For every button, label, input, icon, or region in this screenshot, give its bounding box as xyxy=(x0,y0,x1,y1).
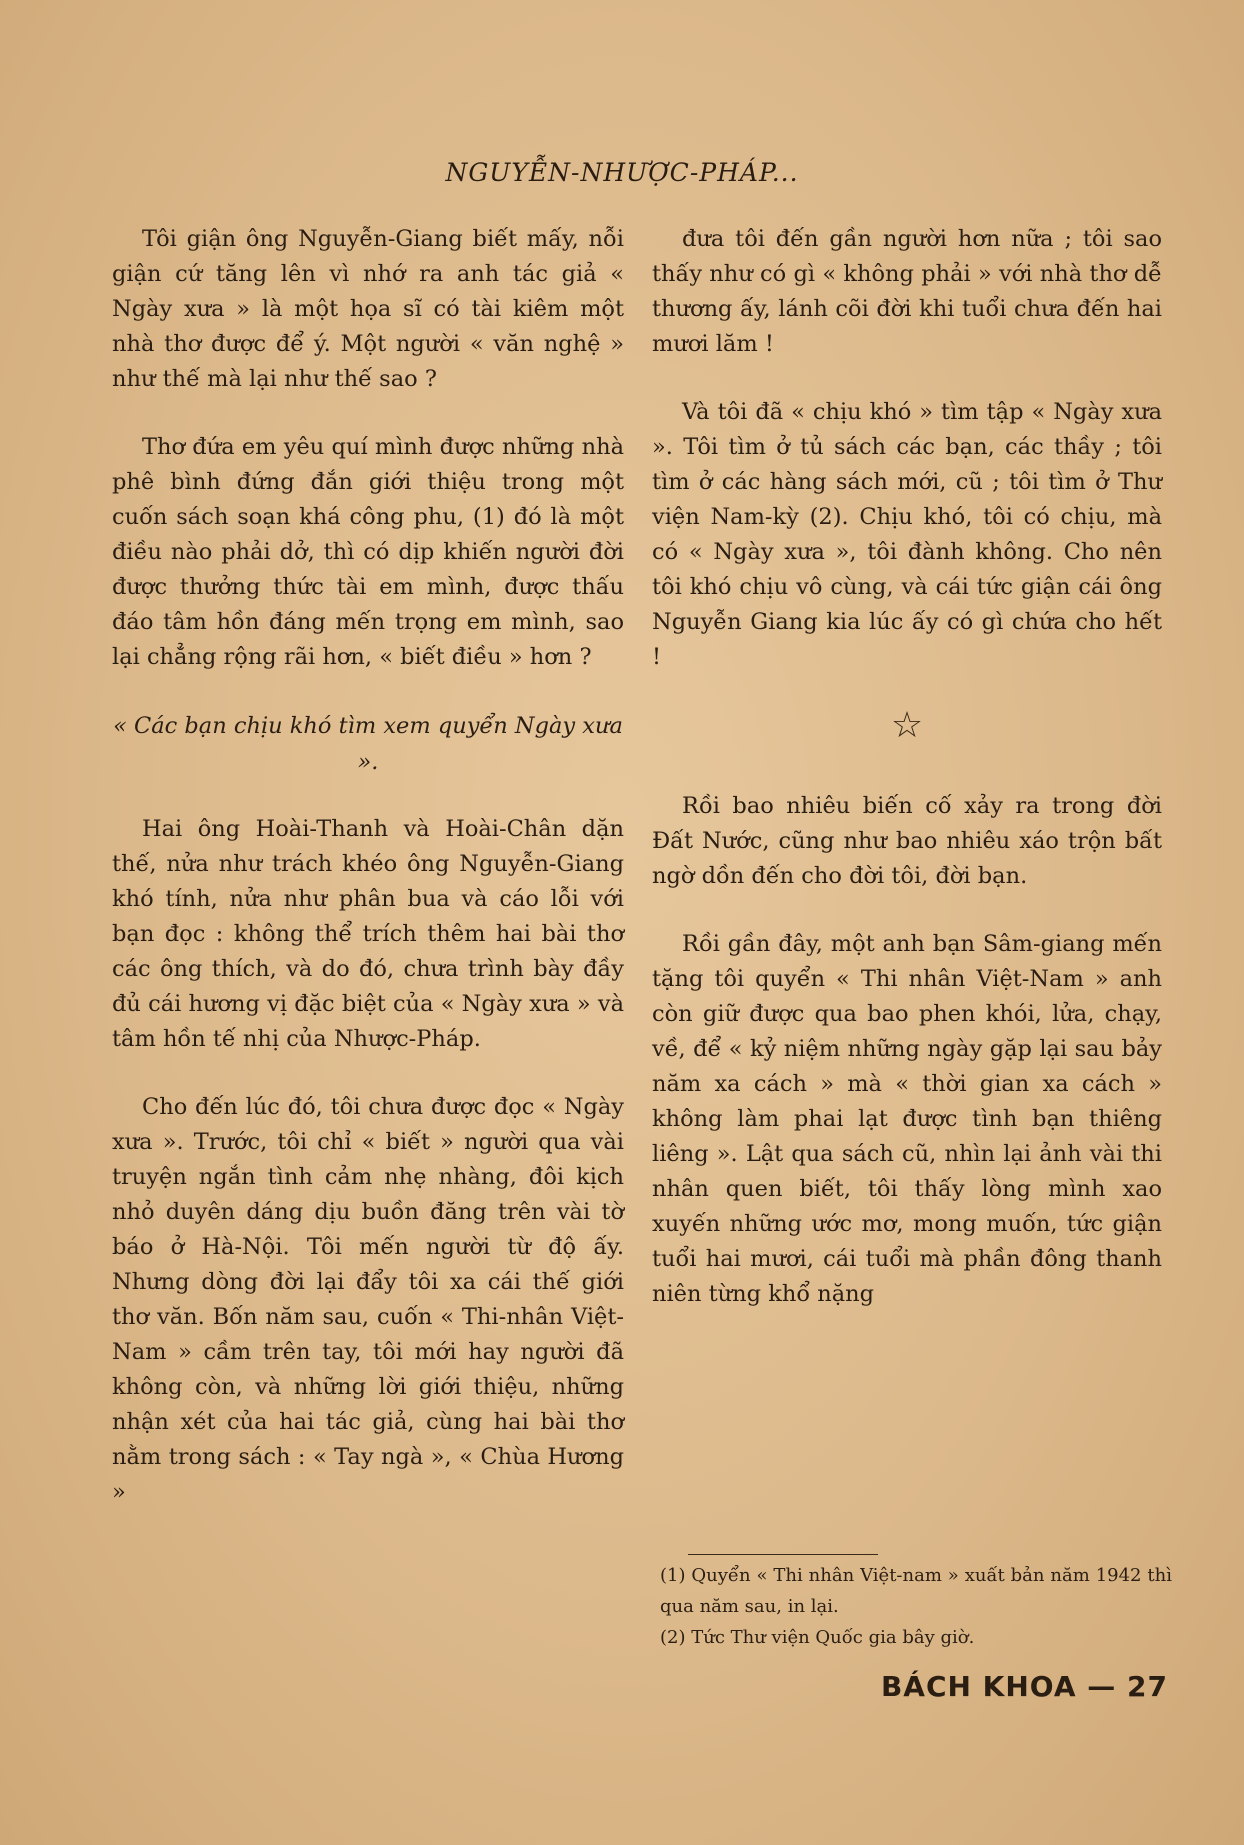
paragraph: Thơ đứa em yêu quí mình được những nhà phê bình đứng đắn giới thiệu trong một cuốn sách soạn khá công phu, (1) đó là một điều nào phải dở, thì có dịp khiến người đời được thưởng thức tài em mình, được thấu đáo tâm hồn đáng mến trọng em mình, sao lại chẳng rộng rãi hơn, « biết điều » hơn ? xyxy=(112,434,624,670)
footnote-1: (1) Quyển « Thi nhân Việt-nam » xuất bản năm 1942 thì qua năm sau, in lại. xyxy=(660,1565,1172,1617)
paragraph: Tôi giận ông Nguyễn-Giang biết mấy, nỗi giận cứ tăng lên vì nhớ ra anh tác giả « Ngày xưa » là một họa sĩ có tài kiêm một nhà thơ được để ý. Một người « văn nghệ » như thế mà lại như thế sao ? xyxy=(112,226,624,392)
running-header: NGUYỄN-NHƯỢC-PHÁP... xyxy=(445,158,799,187)
footnotes xyxy=(660,1560,1172,1653)
paragraph: đưa tôi đến gần người hơn nữa ; tôi sao thấy như có gì « không phải » với nhà thơ dễ thương ấy, lánh cõi đời khi tuổi chưa đến hai mươi lăm ! xyxy=(652,226,1162,357)
footnote-2: (2) Tức Thư viện Quốc gia bây giờ. xyxy=(660,1627,975,1648)
quote: « Các bạn chịu khó tìm xem quyển Ngày xưa ». xyxy=(113,713,623,775)
footnote-rule xyxy=(688,1554,878,1555)
paragraph: Rồi gần đây, một anh bạn Sâm-giang mến tặng tôi quyển « Thi nhân Việt-Nam » anh còn giữ được qua bao phen khói, lửa, chạy, về, để « kỷ niệm những ngày gặp lại sau bảy năm xa cách » mà « thời gian xa cách » không làm phai lạt được tình bạn thiêng liêng ». Lật qua sách cũ, nhìn lại ảnh vài thi nhân quen biết, tôi thấy lòng mình xao xuyến những ước mơ, mong muốn, tức giận tuổi hai mươi, cái tuổi mà phần đông thanh niên từng khổ nặng xyxy=(652,931,1162,1307)
paragraph: Rồi bao nhiêu biến cố xảy ra trong đời Đất Nước, cũng như bao nhiêu xáo trộn bất ngờ dồn đến cho đời tôi, đời bạn. xyxy=(652,793,1162,889)
paragraph: Và tôi đã « chịu khó » tìm tập « Ngày xưa ». Tôi tìm ở tủ sách các bạn, các thầy ; tôi tìm ở các hàng sách mới, cũ ; tôi tìm ở Thư viện Nam-kỳ (2). Chịu khó, tôi có chịu, mà có « Ngày xưa », tôi đành không. Cho nên tôi khó chịu vô cùng, và cái tức giận cái ông Nguyễn Giang kia lúc ấy có gì chứa cho hết ! xyxy=(652,399,1162,670)
left-column xyxy=(112,222,624,1543)
paragraph: Hai ông Hoài-Thanh và Hoài-Chân dặn thế, nửa như trách khéo ông Nguyễn-Giang khó tính, nửa như phân bua và cáo lỗi với bạn đọc : không thể trích thêm hai bài thơ các ông thích, và do đó, chưa trình bày đầy đủ cái hương vị đặc biệt của « Ngày xưa » và tâm hồn tế nhị của Nhược-Pháp. xyxy=(112,816,624,1052)
star-separator-icon: ☆ xyxy=(890,705,924,746)
right-column xyxy=(652,222,1162,1345)
paragraph: Cho đến lúc đó, tôi chưa được đọc « Ngày xưa ». Trước, tôi chỉ « biết » người qua vài truyện ngắn tình cảm nhẹ nhàng, đôi kịch nhỏ duyên dáng dịu buồn đăng trên vài tờ báo ở Hà-Nội. Tôi mến người từ độ ấy. Nhưng dòng đời lại đẩy tôi xa cái thế giới thơ văn. Bốn năm sau, cuốn « Thi-nhân Việt-Nam » cầm trên tay, tôi mới hay người đã không còn, và những lời giới thiệu, những nhận xét của hai tác giả, cùng hai bài thơ nằm trong sách : « Tay ngà », « Chùa Hương » xyxy=(112,1094,624,1505)
page-number: BÁCH KHOA — 27 xyxy=(880,1670,1168,1703)
